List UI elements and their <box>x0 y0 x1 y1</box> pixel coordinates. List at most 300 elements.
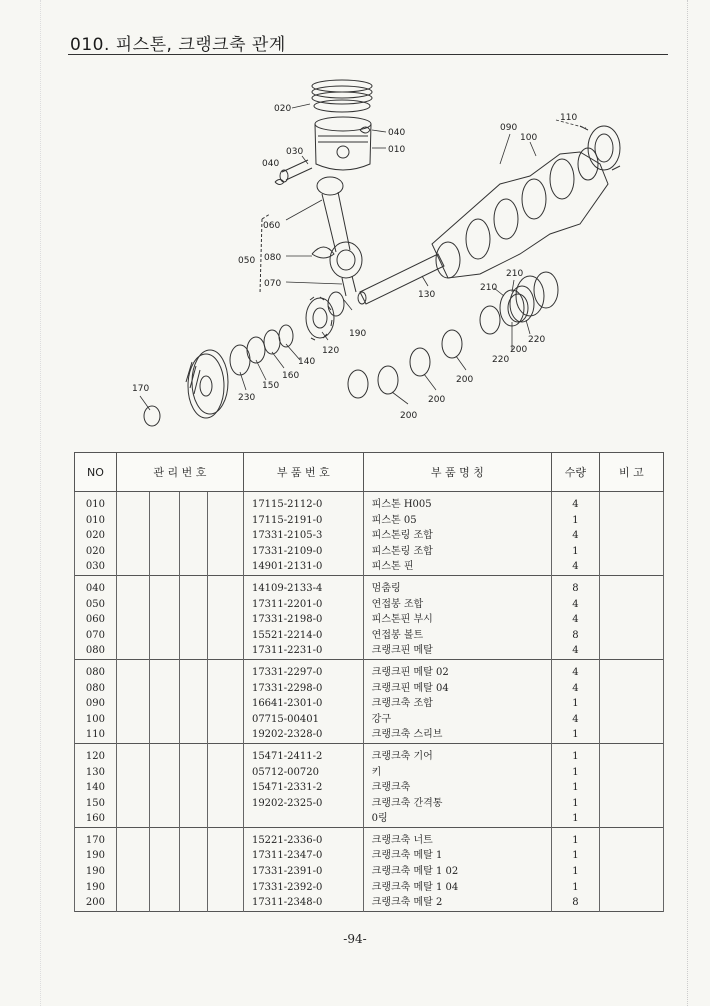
header-part-number: 부 품 번 호 <box>243 453 363 492</box>
row-note <box>599 780 663 796</box>
row-part-name: 크랭크축 스리브 <box>363 727 551 743</box>
row-part-number: 05712-00720 <box>243 765 363 781</box>
table-header-row <box>75 453 664 492</box>
row-mgmt-4 <box>208 848 244 864</box>
row-note <box>599 696 663 712</box>
row-mgmt-4 <box>208 559 244 575</box>
table-row <box>75 895 664 911</box>
row-part-name: 크랭크핀 메탈 <box>363 643 551 659</box>
row-quantity: 4 <box>552 497 600 513</box>
row-note <box>599 765 663 781</box>
callout-label: 200 <box>456 375 474 385</box>
row-note <box>599 727 663 743</box>
row-mgmt-4 <box>208 497 244 513</box>
row-mgmt-1 <box>116 727 149 743</box>
row-mgmt-2 <box>150 765 180 781</box>
table-row <box>75 581 664 597</box>
row-no: 070 <box>75 628 117 644</box>
row-mgmt-3 <box>180 497 208 513</box>
row-part-name: 피스톤링 조합 <box>363 544 551 560</box>
row-mgmt-3 <box>180 780 208 796</box>
row-no: 140 <box>75 780 117 796</box>
row-mgmt-4 <box>208 880 244 896</box>
row-quantity: 4 <box>552 712 600 728</box>
callout-label: 160 <box>282 371 300 381</box>
row-part-name: 크랭크축 메탈 1 04 <box>363 880 551 896</box>
crankshaft-nut-drawing <box>144 406 160 426</box>
row-part-number: 15471-2411-2 <box>243 749 363 765</box>
row-mgmt-4 <box>208 612 244 628</box>
parts-table <box>74 452 664 912</box>
row-mgmt-2 <box>150 497 180 513</box>
row-mgmt-3 <box>180 643 208 659</box>
row-no: 160 <box>75 811 117 827</box>
row-part-number: 15221-2336-0 <box>243 833 363 849</box>
row-mgmt-2 <box>150 628 180 644</box>
header-quantity: 수량 <box>552 453 600 492</box>
row-no: 190 <box>75 880 117 896</box>
row-part-number: 15471-2331-2 <box>243 780 363 796</box>
row-part-name: 피스톤 핀 <box>363 559 551 575</box>
row-note <box>599 628 663 644</box>
row-mgmt-1 <box>116 528 149 544</box>
row-part-name: 크랭크축 메탈 1 <box>363 848 551 864</box>
row-part-name: 크랭크축 메탈 1 02 <box>363 864 551 880</box>
row-mgmt-4 <box>208 765 244 781</box>
row-quantity: 1 <box>552 880 600 896</box>
row-part-name: 연접봉 조합 <box>363 597 551 613</box>
table-row <box>75 811 664 827</box>
row-mgmt-3 <box>180 696 208 712</box>
piston-rings-drawing <box>312 80 372 112</box>
row-mgmt-1 <box>116 696 149 712</box>
row-mgmt-4 <box>208 696 244 712</box>
row-mgmt-2 <box>150 880 180 896</box>
row-part-number: 07715-00401 <box>243 712 363 728</box>
header-no: NO <box>75 453 117 492</box>
row-mgmt-1 <box>116 880 149 896</box>
callout-label: 060 <box>263 221 281 231</box>
row-part-number: 17311-2347-0 <box>243 848 363 864</box>
row-mgmt-3 <box>180 749 208 765</box>
row-mgmt-2 <box>150 544 180 560</box>
row-part-name: 피스톤핀 부시 <box>363 612 551 628</box>
row-quantity: 1 <box>552 765 600 781</box>
row-mgmt-4 <box>208 811 244 827</box>
row-mgmt-1 <box>116 712 149 728</box>
row-mgmt-2 <box>150 833 180 849</box>
row-note <box>599 749 663 765</box>
row-mgmt-1 <box>116 811 149 827</box>
row-mgmt-3 <box>180 665 208 681</box>
row-mgmt-1 <box>116 497 149 513</box>
row-part-number: 17331-2198-0 <box>243 612 363 628</box>
callout-label: 190 <box>349 329 367 339</box>
row-note <box>599 833 663 849</box>
table-row <box>75 497 664 513</box>
row-mgmt-3 <box>180 544 208 560</box>
row-part-name: 피스톤 05 <box>363 513 551 529</box>
table-row <box>75 643 664 659</box>
row-part-number: 19202-2328-0 <box>243 727 363 743</box>
row-part-number: 16641-2301-0 <box>243 696 363 712</box>
callout-label: 210 <box>506 269 524 279</box>
table-group <box>75 827 664 911</box>
page-title: 010. 피스톤, 크랭크축 관계 <box>70 35 286 55</box>
row-quantity: 4 <box>552 612 600 628</box>
row-mgmt-2 <box>150 528 180 544</box>
callout-label: 010 <box>388 145 406 155</box>
row-no: 110 <box>75 727 117 743</box>
callout-label: 050 <box>238 256 256 266</box>
row-no: 170 <box>75 833 117 849</box>
row-part-name: 크랭크축 조합 <box>363 696 551 712</box>
table-row <box>75 796 664 812</box>
table-group <box>75 492 664 576</box>
row-mgmt-3 <box>180 712 208 728</box>
row-note <box>599 880 663 896</box>
title-rule <box>68 54 668 55</box>
diagram-svg <box>60 64 670 434</box>
row-mgmt-3 <box>180 833 208 849</box>
callout-label: 230 <box>238 393 256 403</box>
row-part-number: 14901-2131-0 <box>243 559 363 575</box>
row-note <box>599 864 663 880</box>
row-note <box>599 597 663 613</box>
row-no: 080 <box>75 665 117 681</box>
callout-label: 150 <box>262 381 280 391</box>
row-mgmt-2 <box>150 864 180 880</box>
callout-label: 040 <box>388 128 406 138</box>
row-part-name: 크랭크축 너트 <box>363 833 551 849</box>
row-mgmt-2 <box>150 696 180 712</box>
row-mgmt-1 <box>116 665 149 681</box>
row-no: 130 <box>75 765 117 781</box>
row-mgmt-2 <box>150 597 180 613</box>
row-mgmt-1 <box>116 780 149 796</box>
row-quantity: 1 <box>552 727 600 743</box>
row-mgmt-2 <box>150 581 180 597</box>
connecting-rod-drawing <box>317 177 362 296</box>
row-mgmt-3 <box>180 581 208 597</box>
row-no: 190 <box>75 864 117 880</box>
row-mgmt-1 <box>116 597 149 613</box>
row-quantity: 1 <box>552 796 600 812</box>
row-no: 090 <box>75 696 117 712</box>
row-note <box>599 811 663 827</box>
row-mgmt-3 <box>180 880 208 896</box>
row-mgmt-1 <box>116 643 149 659</box>
row-note <box>599 497 663 513</box>
row-part-number: 17331-2392-0 <box>243 880 363 896</box>
header-note: 비 고 <box>599 453 663 492</box>
row-mgmt-4 <box>208 581 244 597</box>
row-part-name: 강구 <box>363 712 551 728</box>
row-part-number: 14109-2133-4 <box>243 581 363 597</box>
row-mgmt-1 <box>116 628 149 644</box>
row-quantity: 4 <box>552 681 600 697</box>
row-mgmt-4 <box>208 895 244 911</box>
row-mgmt-2 <box>150 665 180 681</box>
thrust-washers-drawing <box>500 272 558 326</box>
row-mgmt-3 <box>180 811 208 827</box>
row-mgmt-2 <box>150 780 180 796</box>
header-mgmt-number: 관 리 번 호 <box>116 453 243 492</box>
table-row <box>75 712 664 728</box>
row-note <box>599 895 663 911</box>
row-mgmt-4 <box>208 597 244 613</box>
row-mgmt-1 <box>116 581 149 597</box>
callout-label: 040 <box>262 159 280 169</box>
row-note <box>599 796 663 812</box>
row-mgmt-1 <box>116 864 149 880</box>
callout-label: 110 <box>560 113 578 123</box>
table-row <box>75 749 664 765</box>
row-mgmt-3 <box>180 895 208 911</box>
row-note <box>599 681 663 697</box>
row-mgmt-4 <box>208 544 244 560</box>
table-group <box>75 575 664 659</box>
table-group <box>75 659 664 743</box>
row-note <box>599 848 663 864</box>
row-quantity: 8 <box>552 895 600 911</box>
row-part-name: 키 <box>363 765 551 781</box>
row-note <box>599 643 663 659</box>
row-quantity: 1 <box>552 848 600 864</box>
page-number: -94- <box>343 932 367 946</box>
callout-label: 220 <box>492 355 510 365</box>
row-mgmt-4 <box>208 643 244 659</box>
row-quantity: 1 <box>552 513 600 529</box>
callout-label: 200 <box>510 345 528 355</box>
row-mgmt-1 <box>116 749 149 765</box>
row-mgmt-3 <box>180 513 208 529</box>
row-mgmt-3 <box>180 597 208 613</box>
callout-label: 210 <box>480 283 498 293</box>
table-group <box>75 743 664 827</box>
row-note <box>599 559 663 575</box>
callout-label: 200 <box>400 411 418 421</box>
row-part-name: 크랭크축 <box>363 780 551 796</box>
row-no: 020 <box>75 544 117 560</box>
callout-label: 020 <box>274 104 292 114</box>
table-row <box>75 780 664 796</box>
row-mgmt-2 <box>150 612 180 628</box>
table-row <box>75 765 664 781</box>
row-part-name: 피스톤링 조합 <box>363 528 551 544</box>
row-mgmt-2 <box>150 749 180 765</box>
row-no: 120 <box>75 749 117 765</box>
row-part-name: 크랭크핀 메탈 04 <box>363 681 551 697</box>
row-mgmt-2 <box>150 559 180 575</box>
row-part-name: 크랭크축 메탈 2 <box>363 895 551 911</box>
row-part-name: 크랭크축 간격통 <box>363 796 551 812</box>
row-part-number <box>243 811 363 827</box>
page-edge-right <box>687 0 688 1006</box>
row-mgmt-2 <box>150 513 180 529</box>
row-mgmt-4 <box>208 513 244 529</box>
row-quantity: 1 <box>552 780 600 796</box>
row-part-number: 17331-2105-3 <box>243 528 363 544</box>
row-quantity: 1 <box>552 811 600 827</box>
row-note <box>599 528 663 544</box>
row-mgmt-2 <box>150 848 180 864</box>
callout-label: 120 <box>322 346 340 356</box>
row-part-name: 크랭크축 기어 <box>363 749 551 765</box>
row-no: 080 <box>75 643 117 659</box>
row-mgmt-1 <box>116 559 149 575</box>
table-row <box>75 559 664 575</box>
row-no: 010 <box>75 497 117 513</box>
row-mgmt-2 <box>150 681 180 697</box>
row-mgmt-4 <box>208 780 244 796</box>
row-mgmt-3 <box>180 727 208 743</box>
row-mgmt-1 <box>116 895 149 911</box>
callout-label: 090 <box>500 123 518 133</box>
row-no: 040 <box>75 581 117 597</box>
table-row <box>75 833 664 849</box>
row-note <box>599 581 663 597</box>
row-mgmt-2 <box>150 895 180 911</box>
row-mgmt-4 <box>208 796 244 812</box>
row-mgmt-4 <box>208 864 244 880</box>
piston-drawing <box>315 117 371 170</box>
row-part-name: 크랭크핀 메탈 02 <box>363 665 551 681</box>
table-row <box>75 864 664 880</box>
crankpin-metal-drawing <box>312 247 334 258</box>
row-mgmt-3 <box>180 796 208 812</box>
row-no: 020 <box>75 528 117 544</box>
row-part-number: 15521-2214-0 <box>243 628 363 644</box>
row-mgmt-4 <box>208 628 244 644</box>
row-quantity: 4 <box>552 597 600 613</box>
row-mgmt-3 <box>180 559 208 575</box>
row-mgmt-4 <box>208 727 244 743</box>
row-no: 030 <box>75 559 117 575</box>
row-mgmt-4 <box>208 665 244 681</box>
callout-label: 200 <box>428 395 446 405</box>
row-mgmt-3 <box>180 864 208 880</box>
row-quantity: 8 <box>552 628 600 644</box>
row-mgmt-3 <box>180 765 208 781</box>
row-note <box>599 513 663 529</box>
main-bearings-drawing <box>348 294 528 398</box>
row-part-name: 피스톤 H005 <box>363 497 551 513</box>
row-part-name: 0링 <box>363 811 551 827</box>
table-row <box>75 848 664 864</box>
row-part-name: 멈춤링 <box>363 581 551 597</box>
page-edge-left <box>40 0 41 1006</box>
row-part-number: 17331-2109-0 <box>243 544 363 560</box>
table-row <box>75 628 664 644</box>
row-quantity: 1 <box>552 544 600 560</box>
table-row <box>75 727 664 743</box>
row-mgmt-3 <box>180 612 208 628</box>
row-quantity: 1 <box>552 696 600 712</box>
row-no: 190 <box>75 848 117 864</box>
row-mgmt-4 <box>208 712 244 728</box>
table-row <box>75 681 664 697</box>
row-note <box>599 712 663 728</box>
row-mgmt-1 <box>116 513 149 529</box>
row-mgmt-2 <box>150 811 180 827</box>
row-mgmt-1 <box>116 544 149 560</box>
row-mgmt-4 <box>208 749 244 765</box>
table-row <box>75 665 664 681</box>
callout-label: 220 <box>528 335 546 345</box>
row-quantity: 4 <box>552 643 600 659</box>
row-note <box>599 665 663 681</box>
row-mgmt-3 <box>180 848 208 864</box>
row-no: 200 <box>75 895 117 911</box>
callout-label: 170 <box>132 384 150 394</box>
row-mgmt-4 <box>208 681 244 697</box>
row-part-number: 17115-2112-0 <box>243 497 363 513</box>
row-mgmt-3 <box>180 681 208 697</box>
row-quantity: 4 <box>552 559 600 575</box>
row-quantity: 1 <box>552 833 600 849</box>
table-row <box>75 880 664 896</box>
row-mgmt-2 <box>150 643 180 659</box>
row-part-number: 19202-2325-0 <box>243 796 363 812</box>
row-part-number: 17311-2201-0 <box>243 597 363 613</box>
exploded-parts-diagram <box>60 64 670 434</box>
row-mgmt-4 <box>208 833 244 849</box>
row-mgmt-1 <box>116 796 149 812</box>
row-no: 150 <box>75 796 117 812</box>
row-quantity: 8 <box>552 581 600 597</box>
row-part-number: 17331-2298-0 <box>243 681 363 697</box>
table-row <box>75 696 664 712</box>
row-mgmt-1 <box>116 681 149 697</box>
row-mgmt-2 <box>150 796 180 812</box>
crankshaft-drawing <box>358 148 608 304</box>
row-mgmt-1 <box>116 848 149 864</box>
table-row <box>75 513 664 529</box>
row-mgmt-4 <box>208 528 244 544</box>
row-quantity: 4 <box>552 528 600 544</box>
row-mgmt-2 <box>150 727 180 743</box>
table-row <box>75 528 664 544</box>
crankshaft-gear-drawing <box>306 297 334 340</box>
row-no: 010 <box>75 513 117 529</box>
callout-label: 100 <box>520 133 538 143</box>
table-row <box>75 544 664 560</box>
row-quantity: 1 <box>552 749 600 765</box>
row-part-name: 연접봉 볼트 <box>363 628 551 644</box>
row-part-number: 17311-2231-0 <box>243 643 363 659</box>
row-mgmt-1 <box>116 765 149 781</box>
row-note <box>599 612 663 628</box>
row-mgmt-1 <box>116 612 149 628</box>
crankshaft-pulley-drawing <box>186 350 228 418</box>
header-part-name: 부 품 명 칭 <box>363 453 551 492</box>
row-quantity: 1 <box>552 864 600 880</box>
row-no: 050 <box>75 597 117 613</box>
callout-label: 130 <box>418 290 436 300</box>
row-note <box>599 544 663 560</box>
row-quantity: 4 <box>552 665 600 681</box>
callout-label: 080 <box>264 253 282 263</box>
row-part-number: 17311-2348-0 <box>243 895 363 911</box>
row-mgmt-2 <box>150 712 180 728</box>
table-row <box>75 597 664 613</box>
callout-label: 030 <box>286 147 304 157</box>
row-mgmt-1 <box>116 833 149 849</box>
row-part-number: 17331-2297-0 <box>243 665 363 681</box>
row-mgmt-3 <box>180 528 208 544</box>
callout-label: 140 <box>298 357 316 367</box>
